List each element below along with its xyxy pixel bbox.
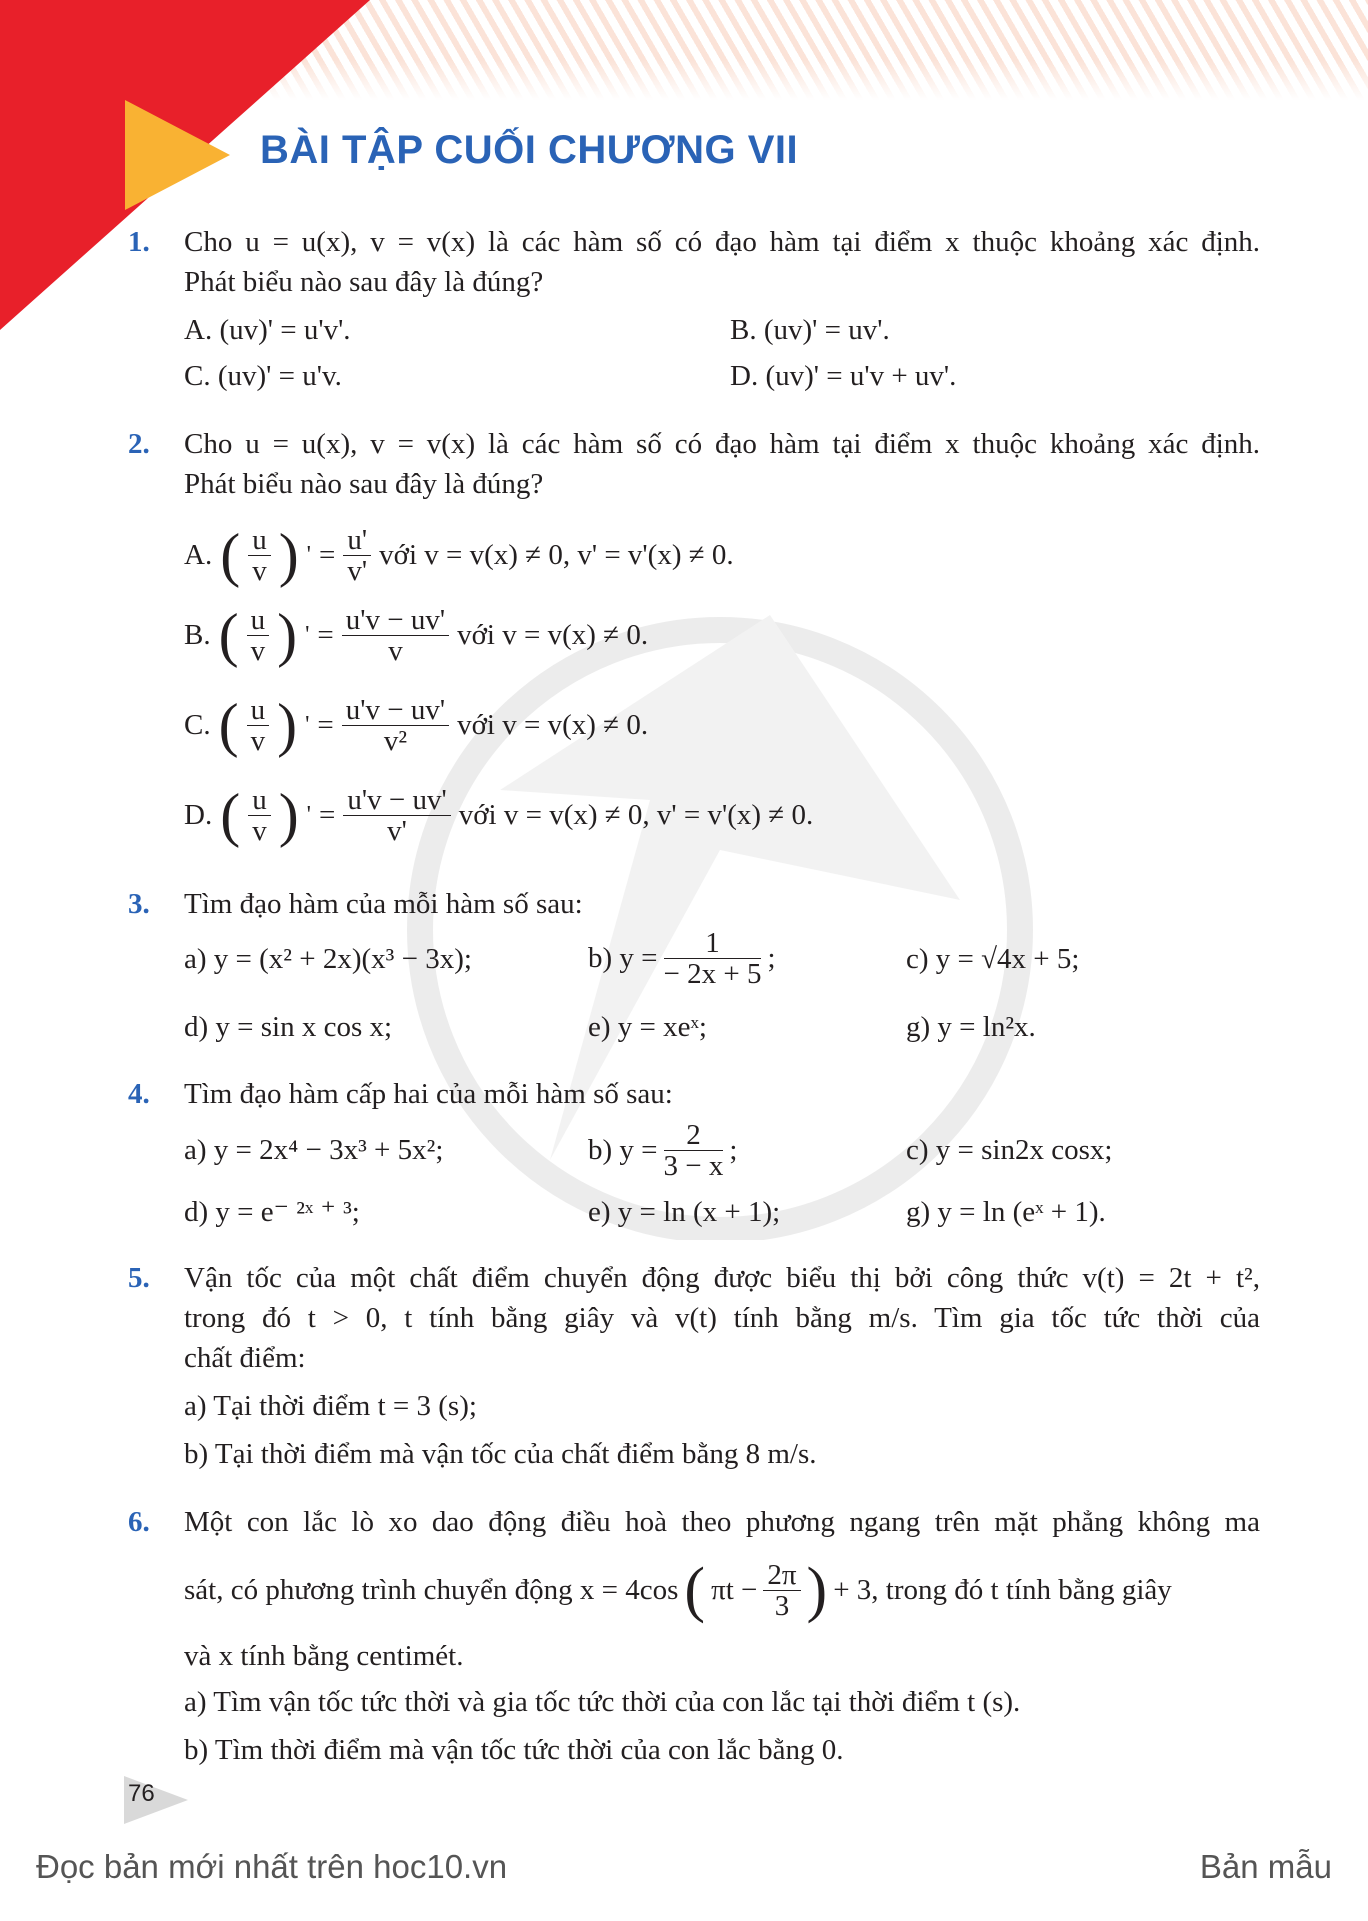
- q2-d-u: u: [248, 785, 271, 816]
- q4-b-num: 2: [664, 1120, 724, 1151]
- q4-b: [588, 1110, 737, 1190]
- q6-frac-num: 2π: [763, 1560, 800, 1591]
- q1-option-d: D. (uv)' = u'v + uv'.: [730, 360, 957, 392]
- q2-c-num: u'v − uv': [342, 695, 449, 726]
- q6-line2: sát, có phương trình chuyển động x = 4cos ( πt − $\frac{2\pi}{3}$ ) + 3, trong đó t tính bằng giây: [184, 1556, 1172, 1624]
- q5-b: b) Tại thời điểm mà vận tốc của chất điểm bằng 8 m/s.: [184, 1438, 817, 1470]
- q4-b-pre: b) y =: [588, 1134, 658, 1166]
- q5-line1: Vận tốc của một chất điểm chuyển động được biểu thị bởi công thức v(t) = 2t + t²,: [184, 1262, 1260, 1294]
- q6-line3: và x tính bằng centimét.: [184, 1640, 464, 1672]
- q3-e: e) y = xeˣ;: [588, 1011, 707, 1043]
- q2-line2: Phát biểu nào sau đây là đúng?: [184, 468, 544, 500]
- q2-line1: Cho u = u(x), v = v(x) là các hàm số có đạo hàm tại điểm x thuộc khoảng xác định.: [184, 428, 1260, 460]
- q6-b: b) Tìm thời điểm mà vận tốc tức thời của con lắc bằng 0.: [184, 1734, 844, 1766]
- q2-d-den: v': [387, 814, 407, 847]
- q2-b-label: B.: [184, 619, 211, 651]
- q2-c-v: v: [250, 724, 266, 757]
- q5-number: 5.: [128, 1262, 150, 1294]
- q2-d-cond: với v = v(x) ≠ 0, v' = v'(x) ≠ 0.: [458, 799, 814, 831]
- q3-number: 3.: [128, 888, 150, 920]
- q3-a: a) y = (x² + 2x)(x³ − 3x);: [184, 943, 472, 975]
- q6-line2-in: πt −: [711, 1574, 758, 1606]
- q6-line1: Một con lắc lò xo dao động điều hoà theo phương ngang trên mặt phẳng không ma: [184, 1506, 1260, 1538]
- q2-number: 2.: [128, 428, 150, 460]
- q2-b-num: u'v − uv': [342, 605, 449, 636]
- q2-b-u: u: [247, 605, 270, 636]
- q6-line2-pre: sát, có phương trình chuyển động x = 4cos: [184, 1574, 679, 1606]
- q2-option-a: A. ( u v ) ' = $\frac{u'}{v'}$ với v = v(x) ≠ 0, v' = v'(x) ≠ 0.: [184, 522, 734, 588]
- q6-a: a) Tìm vận tốc tức thời và gia tốc tức thời của con lắc tại thời điểm t (s).: [184, 1686, 1021, 1718]
- q2-option-d: D. ( u v ) ' = $\frac{u'v - uv'}{v'}$ với v = v(x) ≠ 0, v' = v'(x) ≠ 0.: [184, 782, 814, 848]
- q4-text: Tìm đạo hàm cấp hai của mỗi hàm số sau:: [184, 1078, 673, 1110]
- q2-c-cond: với v = v(x) ≠ 0.: [457, 709, 649, 741]
- q2-c-den: v²: [383, 724, 408, 757]
- q5-line2: trong đó t > 0, t tính bằng giây và v(t) tính bằng m/s. Tìm gia tốc tức thời của: [184, 1302, 1260, 1334]
- q2-d-v: v: [252, 814, 267, 847]
- q2-a-den: v': [347, 554, 368, 587]
- q2-a-cond: với v = v(x) ≠ 0, v' = v'(x) ≠ 0.: [379, 539, 734, 571]
- footer-link-text[interactable]: Đọc bản mới nhất trên hoc10.vn: [36, 1848, 508, 1885]
- q2-a-label: A.: [184, 539, 213, 571]
- q1-option-a: A. (uv)' = u'v'.: [184, 314, 351, 346]
- q4-b-post: ;: [729, 1134, 738, 1166]
- q1-line2: Phát biểu nào sau đây là đúng?: [184, 266, 544, 298]
- q1-option-c: C. (uv)' = u'v.: [184, 360, 342, 392]
- q6-frac-den: 3: [774, 1589, 790, 1622]
- q2-d-num: u'v − uv': [343, 785, 450, 816]
- q3-b-num: 1: [664, 928, 762, 959]
- q6-number: 6.: [128, 1506, 150, 1538]
- q5-a: a) Tại thời điểm t = 3 (s);: [184, 1390, 477, 1422]
- q4-d: d) y = e⁻ ²ˣ ⁺ ³;: [184, 1196, 360, 1228]
- page-number: 76: [128, 1780, 155, 1807]
- q2-c-label: C.: [184, 709, 211, 741]
- q2-b-den: v: [388, 634, 403, 667]
- q2-b-v: v: [250, 634, 266, 667]
- q3-b-post: ;: [767, 942, 776, 974]
- q4-e: e) y = ln (x + 1);: [588, 1196, 781, 1228]
- q4-b-den: 3 − x: [663, 1149, 724, 1182]
- q2-option-b: B. ( u v ) ' = $\frac{u'v - uv'}{v}$ với v = v(x) ≠ 0.: [184, 602, 649, 668]
- q3-b-pre: b) y =: [588, 942, 658, 974]
- q3-b: [588, 918, 776, 998]
- q5-line3: chất điểm:: [184, 1342, 306, 1374]
- q2-b-cond: với v = v(x) ≠ 0.: [457, 619, 649, 651]
- q1-line1: Cho u = u(x), v = v(x) là các hàm số có đạo hàm tại điểm x thuộc khoảng xác định.: [184, 226, 1260, 258]
- q3-d: d) y = sin x cos x;: [184, 1011, 393, 1043]
- footer-sample-label: Bản mẫu: [1199, 1848, 1332, 1885]
- q2-a-u: u: [248, 525, 271, 556]
- q2-a-num: u': [343, 525, 371, 556]
- q4-a: a) y = 2x⁴ − 3x³ + 5x²;: [184, 1134, 444, 1166]
- q4-c: c) y = sin2x cosx;: [906, 1134, 1113, 1166]
- q3-c: c) y = √4x + 5;: [906, 943, 1080, 975]
- q1-number: 1.: [128, 226, 150, 258]
- q3-g: g) y = ln²x.: [906, 1011, 1036, 1043]
- q2-option-c: C. ( u v ) ' = $\frac{u'v - uv'}{\text{v²}}$ với v = v(x) ≠ 0.: [184, 692, 649, 758]
- page-title: BÀI TẬP CUỐI CHƯƠNG VII: [260, 128, 799, 172]
- q4-number: 4.: [128, 1078, 150, 1110]
- q3-b-den: − 2x + 5: [663, 957, 762, 990]
- q2-c-u: u: [247, 695, 270, 726]
- q2-a-v: v: [252, 554, 267, 587]
- q3-text: Tìm đạo hàm của mỗi hàm số sau:: [184, 888, 583, 920]
- q6-line2-post: + 3, trong đó t tính bằng giây: [833, 1574, 1172, 1606]
- q1-option-b: B. (uv)' = uv'.: [730, 314, 890, 346]
- q4-g: g) y = ln (eˣ + 1).: [906, 1196, 1106, 1228]
- q2-d-label: D.: [184, 799, 213, 831]
